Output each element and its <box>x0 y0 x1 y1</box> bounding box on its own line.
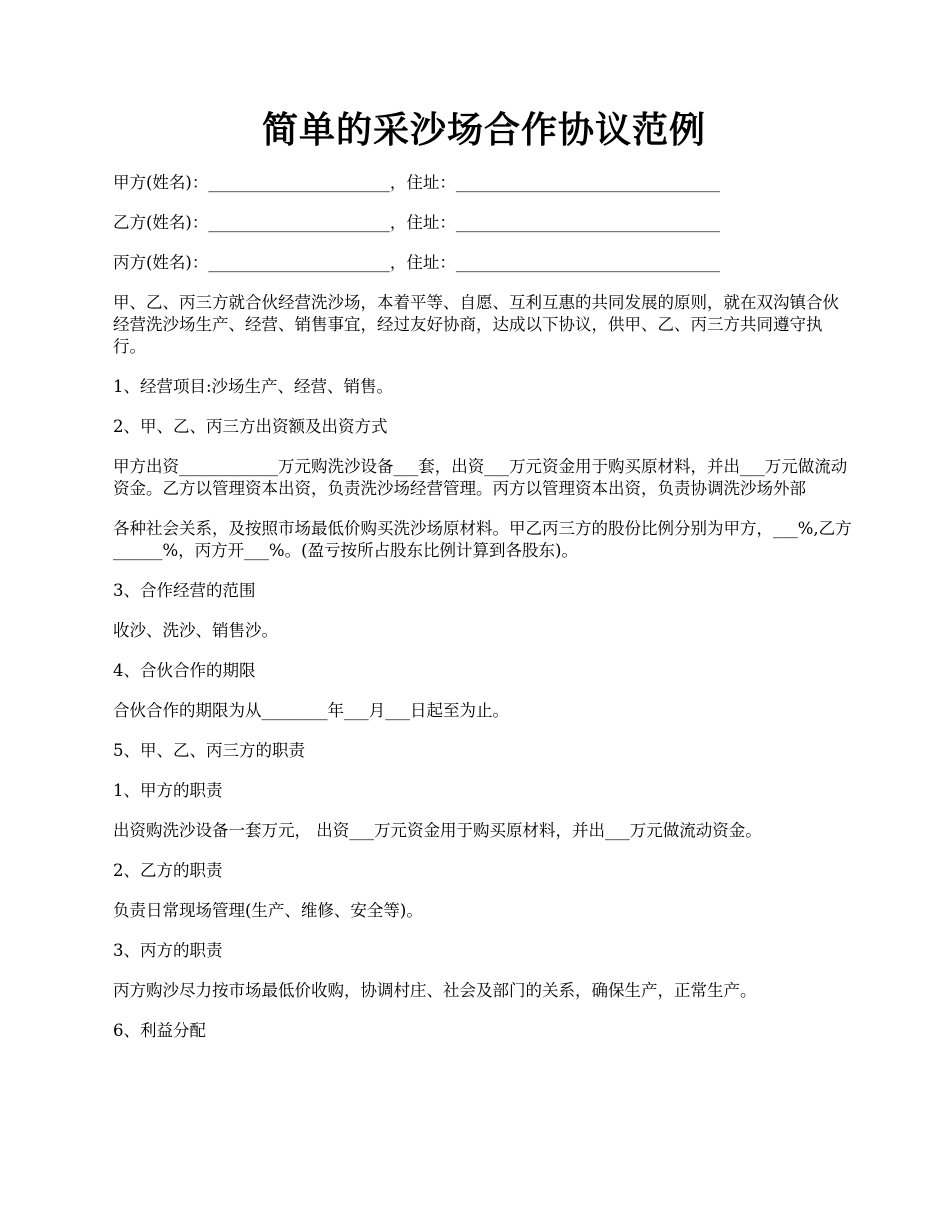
party-c-line: 丙方(姓名)：______________________，住址：________________________________ <box>113 253 720 272</box>
clause-6-heading: 6、利益分配 <box>113 1021 206 1040</box>
agreement-body <box>113 292 855 1042</box>
party-b-duties-heading: 2、乙方的职责 <box>113 861 223 880</box>
party-b-duties-body: 负责日常现场管理(生产、维修、安全等)。 <box>113 901 423 920</box>
clause-2-body-continued: 各种社会关系，及按照市场最低价购买洗沙场原材料。甲乙丙三方的股份比例分别为甲方，___%,乙方______%，丙方开___%。(盈亏按所占股东比例计算到各股东)。 <box>113 519 852 560</box>
clause-5-heading: 5、甲、乙、丙三方的职责 <box>113 741 305 760</box>
party-section <box>113 172 855 274</box>
clause-3-heading: 3、合作经营的范围 <box>113 581 256 600</box>
clause-3-body: 收沙、洗沙、销售沙。 <box>113 621 278 640</box>
clause-4-body: 合伙合作的期限为从________年___月___日起至为止。 <box>113 701 509 720</box>
party-a-duties-body: 出资购洗沙设备一套万元， 出资___万元资金用于购买原材料，并出___万元做流动资金。 <box>113 821 762 840</box>
clause-2-heading: 2、甲、乙、丙三方出资额及出资方式 <box>113 417 388 436</box>
party-b-line: 乙方(姓名)：______________________，住址：________________________________ <box>113 213 720 232</box>
party-a-duties-heading: 1、甲方的职责 <box>113 781 223 800</box>
clause-4-heading: 4、合伙合作的期限 <box>113 661 256 680</box>
party-a-line: 甲方(姓名)：______________________，住址：________________________________ <box>113 173 720 192</box>
clause-2-body: 甲方出资____________万元购洗沙设备___套，出资___万元资金用于购买原材料，并出___万元做流动资金。乙方以管理资本出资，负责洗沙场经营管理。丙方以管理资本出资，负责协调洗沙场外部 <box>113 457 848 498</box>
document-title: 简单的采沙场合作协议范例 <box>261 109 706 151</box>
intro-paragraph: 甲、乙、丙三方就合伙经营洗沙场，本着平等、自愿、互利互惠的共同发展的原则，就在双沟镇合伙经营洗沙场生产、经营、销售事宜，经过友好协商，达成以下协议，供甲、乙、丙三方共同遵守执行。 <box>113 293 839 356</box>
party-c-duties-body: 丙方购沙尽力按市场最低价收购，协调村庄、社会及部门的关系，确保生产，正常生产。 <box>113 981 757 1000</box>
party-c-duties-heading: 3、丙方的职责 <box>113 941 223 960</box>
clause-1-heading: 1、经营项目:沙场生产、经营、销售。 <box>113 377 394 396</box>
